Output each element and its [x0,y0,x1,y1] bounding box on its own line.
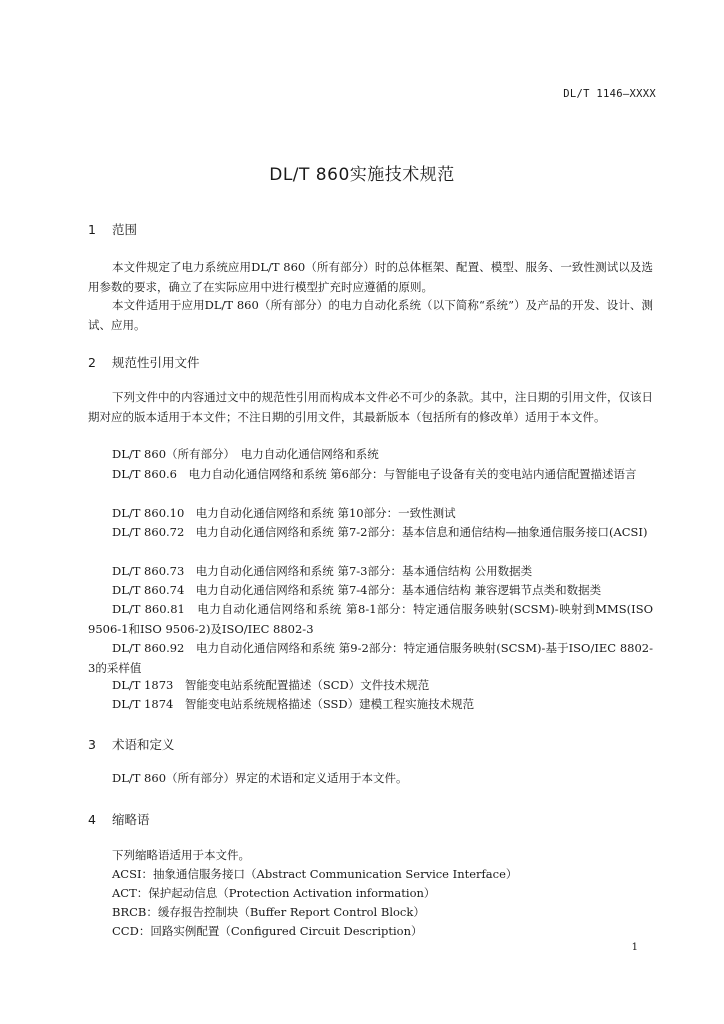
abbreviation-item: CCD：回路实例配置（Configured Circuit Description） [112,924,423,938]
section-1-heading [88,220,137,238]
section-title: 缩略语 [111,812,150,827]
section-title: 术语和定义 [111,737,175,752]
abbreviations-intro: 下列缩略语适用于本文件。 [112,848,250,862]
terms-paragraph: DL/T 860（所有部分）界定的术语和定义适用于本文件。 [112,771,408,785]
section-number: 1 [88,222,96,237]
section-4-heading [88,810,150,828]
normative-references-intro: 下列文件中的内容通过文中的规范性引用而构成本文件必不可少的条款。其中，注日期的引用文件，仅该日期对应的版本适用于本文件；不注日期的引用文件，其最新版本（包括所有的修改单）适用于本文件。 [88,390,653,424]
reference-item: DL/T 860.92 电力自动化通信网络和系统 第9-2部分：特定通信服务映射(SCSM)-基于ISO/IEC 8802-3的采样值 [88,641,653,675]
abbreviation-item: BRCB：缓存报告控制块（Buffer Report Control Block） [112,905,425,919]
reference-item: DL/T 860.74 电力自动化通信网络和系统 第7-4部分：基本通信结构 兼容逻辑节点类和数据类 [112,583,602,597]
section-2-heading [88,353,200,371]
reference-item: DL/T 860.72 电力自动化通信网络和系统 第7-2部分：基本信息和通信结构—抽象通信服务接口(ACSI) [112,525,648,539]
reference-item: DL/T 860（所有部分） 电力自动化通信网络和系统 [112,447,379,461]
section-title: 规范性引用文件 [111,355,200,370]
abbreviation-item: ACSI：抽象通信服务接口（Abstract Communication Service Interface） [112,867,518,881]
reference-item: DL/T 860.73 电力自动化通信网络和系统 第7-3部分：基本通信结构 公用数据类 [112,564,533,578]
reference-item: DL/T 1873 智能变电站系统配置描述（SCD）文件技术规范 [112,678,430,692]
section-number: 3 [88,737,96,752]
document-title: DL/T 860实施技术规范 [269,165,455,185]
page-number: 1 [631,942,638,953]
scope-paragraph-1: 本文件规定了电力系统应用DL/T 860（所有部分）时的总体框架、配置、模型、服务、一致性测试以及选用参数的要求，确立了在实际应用中进行模型扩充时应遵循的原则。 [88,260,653,294]
reference-item: DL/T 860.81 电力自动化通信网络和系统 第8-1部分：特定通信服务映射(SCSM)-映射到MMS(ISO 9506-1和ISO 9506-2)及ISO/IEC 8802-3 [88,602,653,636]
abbreviation-item: ACT：保护起动信息（Protection Activation information） [112,886,436,900]
section-number: 2 [88,355,96,370]
standard-code-header: DL/T 1146—XXXX [563,88,656,100]
reference-item: DL/T 860.6 电力自动化通信网络和系统 第6部分：与智能电子设备有关的变电站内通信配置描述语言 [112,467,637,481]
section-3-heading [88,735,175,753]
section-number: 4 [88,812,96,827]
section-title: 范围 [111,222,137,237]
reference-item: DL/T 860.10 电力自动化通信网络和系统 第10部分：一致性测试 [112,506,456,520]
reference-item: DL/T 1874 智能变电站系统规格描述（SSD）建模工程实施技术规范 [112,697,475,711]
scope-paragraph-2: 本文件适用于应用DL/T 860（所有部分）的电力自动化系统（以下简称“系统”）及产品的开发、设计、测试、应用。 [88,298,653,332]
